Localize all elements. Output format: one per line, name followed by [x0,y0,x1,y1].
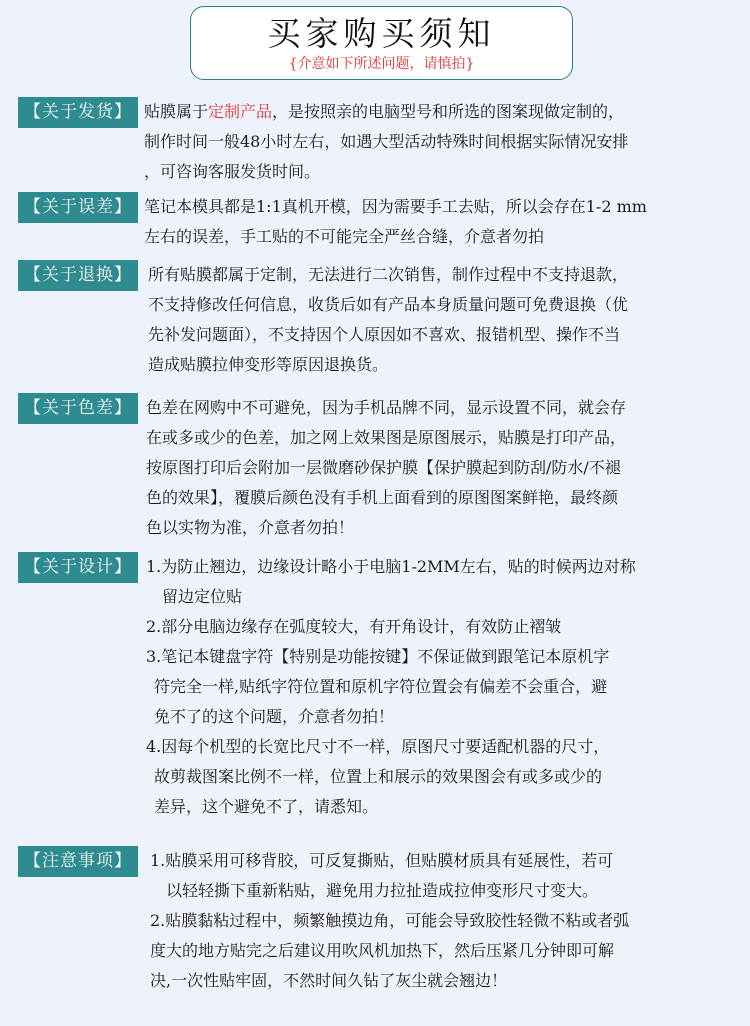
color-line-2: 在或多或少的色差，加之网上效果图是原图展示，贴膜是打印产品， [146,428,627,447]
title-box [190,6,573,80]
tag-shipping: 【关于发货】 [18,97,138,128]
refund-line-3: 先补发问题面），不支持因个人原因如不喜欢、报错机型、操作不当 [148,325,621,344]
refund-text [148,260,628,380]
design-line-4: 3.笔记本键盘字符【特别是功能按键】不保证做到跟笔记本原机字 [146,647,610,666]
notes-line-1: 1.贴膜采用可移背胶，可反复撕贴，但贴膜材质具有延展性，若可 [150,851,614,870]
notes-line-2: 以轻轻撕下重新粘贴，避免用力拉扯造成拉伸变形尺寸变大。 [166,881,599,900]
design-line-8: 故剪裁图案比例不一样，位置上和展示的效果图会有或多或少的 [154,767,603,786]
error-line-1: 笔记本模具都是1:1真机开模，因为需要手工去贴，所以会存在1-2 mm [144,197,647,216]
color-line-1: 色差在网购中不可避免，因为手机品牌不同，显示设置不同，就会存 [146,398,627,417]
tag-design: 【关于设计】 [18,552,138,583]
color-line-4: 色的效果】，覆膜后颜色没有手机上面看到的原图图案鲜艳，最终颜 [146,488,619,507]
page-subtitle: {介意如下所述问题，请慎拍} [288,56,475,72]
design-line-6: 免不了的这个问题，介意者勿拍！ [154,707,395,726]
notes-text [150,846,629,996]
design-line-9: 差异，这个避免不了，请悉知。 [154,797,379,816]
refund-line-4: 造成贴膜拉伸变形等原因退换货。 [148,355,389,374]
refund-line-2: 不支持修改任何信息，收货后如有产品本身质量问题可免费退换（优 [148,295,629,314]
tag-notes: 【注意事项】 [18,846,138,877]
tag-refund: 【关于退换】 [18,260,138,291]
notes-line-3: 2.贴膜黏粘过程中，频繁触摸边角，可能会导致胶性轻微不粘或者弧 [150,911,630,930]
shipping-line-2: 制作时间一般48小时左右，如遇大型活动特殊时间根据实际情况安排 [144,132,629,151]
notes-line-5: 决,一次性贴牢固，不然时间久钻了灰尘就会翘边！ [150,971,508,990]
shipping-line-1a: 贴膜属于 [144,102,209,121]
design-line-3: 2.部分电脑边缘存在弧度较大，有开角设计，有效防止褶皱 [146,617,562,636]
design-line-2: 留边定位贴 [162,587,243,606]
page-title: 买家购买须知 [267,14,496,53]
design-line-5: 符完全一样,贴纸字符位置和原机字符位置会有偏差不会重合，避 [154,677,608,696]
error-line-2: 左右的误差，手工贴的不可能完全严丝合缝，介意者勿拍 [144,227,545,246]
color-line-3: 按原图打印后会附加一层微磨砂保护膜【保护膜起到防刮/防水/不褪 [146,458,621,477]
notes-line-4: 度大的地方贴完之后建议用吹风机加热下，然后压紧几分钟即可解 [150,941,615,960]
tag-error: 【关于误差】 [18,192,138,223]
shipping-text [144,97,628,187]
shipping-line-3: ，可咨询客服发货时间。 [144,162,321,181]
shipping-line-1b: ，是按照亲的电脑型号和所选的图案现做定制的， [272,102,625,121]
color-line-5: 色以实物为准，介意者勿拍！ [146,518,355,537]
design-line-1: 1.为防止翘边，边缘设计略小于电脑1-2MM左右，贴的时候两边对称 [146,557,636,576]
color-text [146,393,626,543]
custom-product-highlight: 定制产品 [208,102,273,121]
tag-color: 【关于色差】 [18,393,138,424]
shipping-line-1 [144,97,628,127]
design-line-7: 4.因每个机型的长宽比尺寸不一样，原图尺寸要适配机器的尺寸， [146,737,610,756]
refund-line-1: 所有贴膜都属于定制，无法进行二次销售，制作过程中不支持退款， [148,265,629,284]
design-text [146,552,636,822]
error-text [144,192,647,252]
